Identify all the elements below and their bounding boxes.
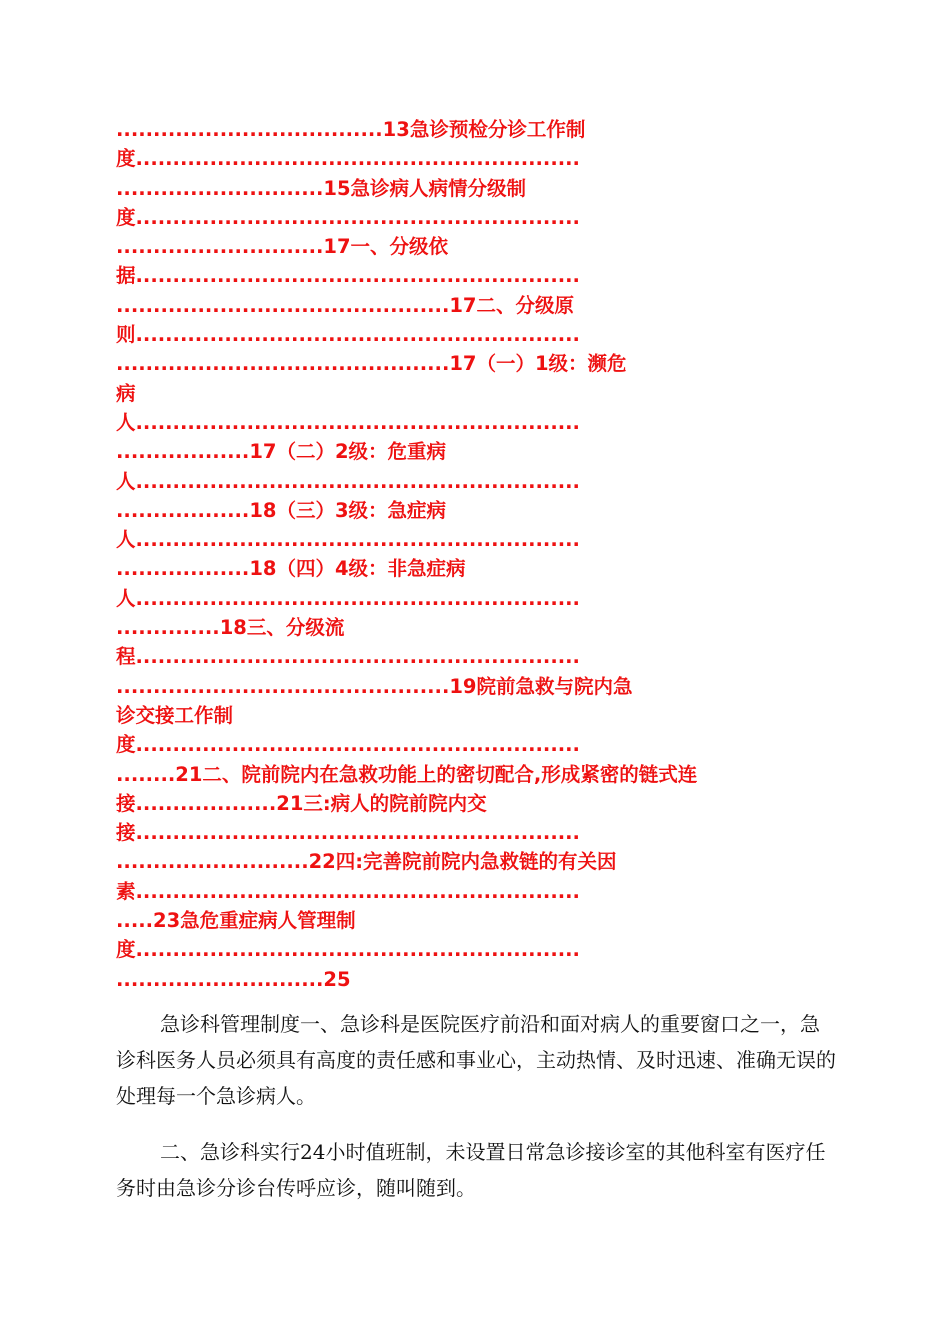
toc-line[interactable]: 则............................................................ [116, 323, 580, 347]
toc-line[interactable]: ............................15急诊病人病情分级制 [116, 176, 527, 200]
toc-line[interactable]: .............................................19院前急救与院内急 [116, 674, 633, 698]
toc-line[interactable]: 度............................................................ [116, 205, 580, 229]
toc-line[interactable]: ....................................13急诊预检分诊工作制 [116, 118, 586, 141]
toc-line[interactable]: ..........................22四:完善院前院内急救链的有关因 [116, 850, 617, 874]
document-body [116, 1006, 838, 1226]
toc-line[interactable]: 人............................................................ [116, 528, 580, 552]
toc-line[interactable]: 素............................................................ [116, 879, 580, 903]
paragraph: 二、急诊科实行24小时值班制，未设置日常急诊接诊室的其他科室有医疗任务时由急诊分诊台传呼应诊，随叫随到。 [116, 1140, 826, 1200]
toc-line[interactable]: .............................................17（一）1级：濒危 [116, 352, 627, 376]
toc-line[interactable]: ..................18（三）3级：急症病 [116, 498, 447, 522]
toc-line[interactable]: 接...................21三:病人的院前院内交 [116, 791, 487, 815]
toc-line[interactable]: ............................25 [116, 967, 351, 991]
toc-line[interactable]: 诊交接工作制 [116, 703, 234, 727]
toc-line[interactable]: 度............................................................ [116, 733, 580, 757]
toc-line[interactable]: 接............................................................ [116, 821, 580, 845]
toc-line[interactable]: 人............................................................ [116, 586, 580, 610]
toc-line[interactable]: ........21二、院前院内在急救功能上的密切配合,形成紧密的链式连 [116, 762, 698, 786]
toc-line[interactable]: ..................17（二）2级：危重病 [116, 440, 447, 464]
toc-line[interactable]: 病 [116, 381, 136, 405]
toc-line[interactable]: 据............................................................ [116, 264, 580, 288]
toc-line[interactable]: .............................................17二、分级原 [116, 293, 574, 317]
toc-line[interactable]: 人............................................................ [116, 469, 580, 493]
toc-line[interactable]: 度............................................................ [116, 938, 580, 962]
toc-line[interactable]: .....23急危重症病人管理制 [116, 909, 356, 933]
toc-line[interactable]: 人............................................................ [116, 410, 580, 434]
toc-line[interactable]: ............................17一、分级依 [116, 235, 449, 259]
table-of-contents [116, 115, 828, 994]
paragraph: 急诊科管理制度一、急诊科是医院医疗前沿和面对病人的重要窗口之一，急诊科医务人员必须具有高度的责任感和事业心，主动热情、及时迅速、准确无误的处理每一个急诊病人。 [116, 1012, 836, 1108]
toc-line[interactable]: 程............................................................ [116, 645, 580, 669]
toc-line[interactable]: ..................18（四）4级：非急症病 [116, 557, 466, 581]
toc-line[interactable]: 度............................................................ [116, 147, 580, 171]
toc-line[interactable]: ..............18三、分级流 [116, 616, 345, 640]
